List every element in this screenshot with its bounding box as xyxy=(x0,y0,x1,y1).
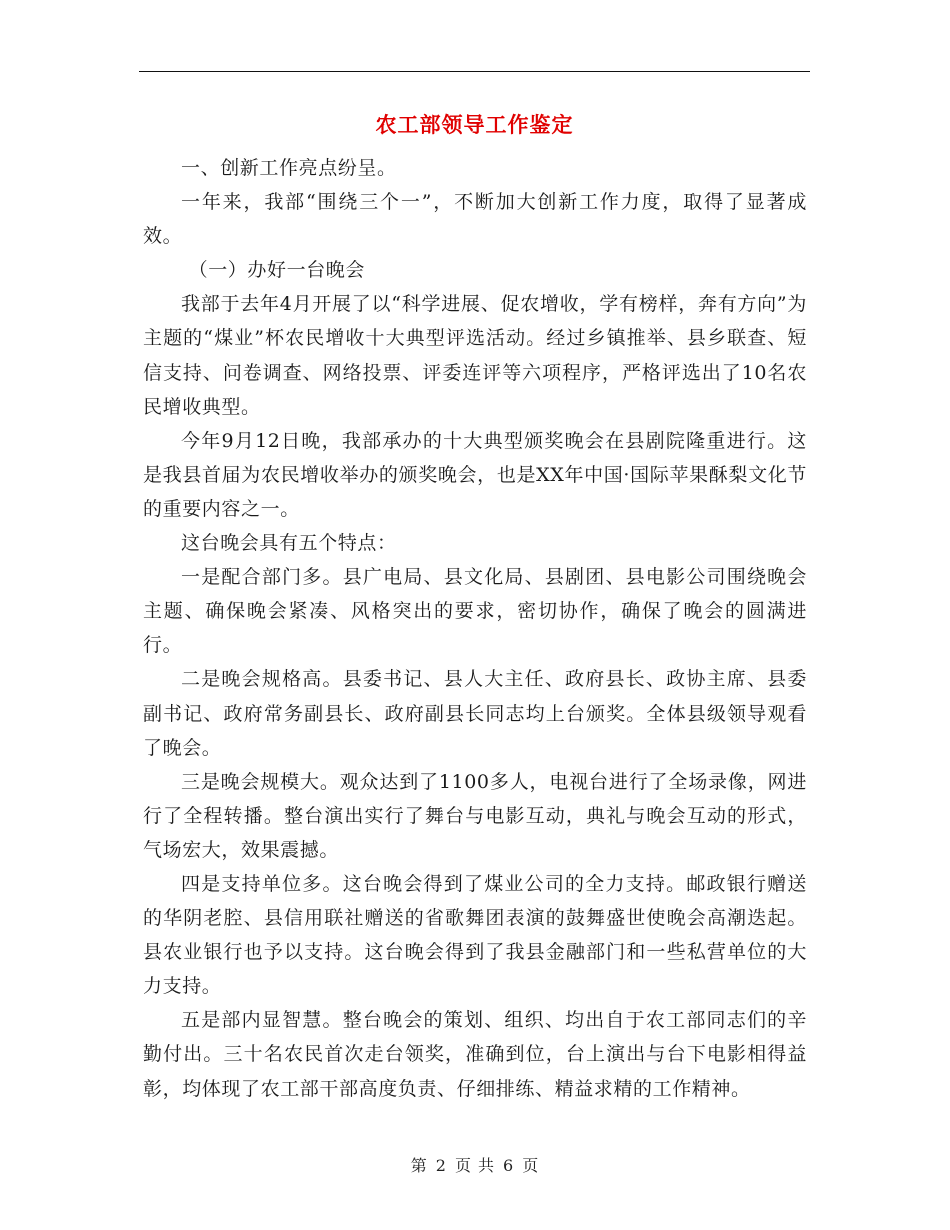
footer-suffix: 页 xyxy=(522,1156,540,1175)
paragraph: 我部于去年4月开展了以“科学进展、促农增收，学有榜样，奔有方向”为主题的“煤业”杯农民增收十大典型评选活动。经过乡镇推举、县乡联查、短信支持、问卷调查、网络投票、评委连评等六项程序，严格评选出了10名农民增收典型。 xyxy=(143,293,807,418)
paragraph: 一年来，我部“围绕三个一”，不断加大创新工作力度，取得了显著成效。 xyxy=(143,191,807,248)
paragraph: 四是支持单位多。这台晚会得到了煤业公司的全力支持。邮政银行赠送的华阴老腔、县信用联社赠送的省歌舞团表演的鼓舞盛世使晚会高潮迭起。县农业银行也予以支持。这台晚会得到了我县金融部门和一些私营单位的大力支持。 xyxy=(143,872,807,998)
footer-middle: 页 共 xyxy=(454,1156,496,1175)
section-heading: 一、创新工作亮点纷呈。 xyxy=(181,157,397,179)
header-rule xyxy=(139,71,810,72)
paragraph: 今年9月12日晚，我部承办的十大典型颁奖晚会在县剧院隆重进行。这是我县首届为农民增收举办的颁奖晚会，也是XX年中国·国际苹果酥梨文化节的重要内容之一。 xyxy=(143,429,807,520)
current-page-number: 2 xyxy=(435,1156,447,1175)
paragraph: 五是部内显智慧。整台晚会的策划、组织、均出自于农工部同志们的辛勤付出。三十名农民首次走台领奖，准确到位，台上演出与台下电影相得益彰，均体现了农工部干部高度负责、仔细排练、精益求精的工作精神。 xyxy=(143,1009,807,1100)
page-footer xyxy=(0,1153,950,1176)
paragraph: 二是晚会规格高。县委书记、县人大主任、政府县长、政协主席、县委副书记、政府常务副县长、政府副县长同志均上台颁奖。全体县级领导观看了晚会。 xyxy=(143,668,807,759)
paragraph: 一是配合部门多。县广电局、县文化局、县剧团、县电影公司围绕晚会主题、确保晚会紧凑、风格突出的要求，密切协作，确保了晚会的圆满进行。 xyxy=(143,566,807,657)
total-pages-number: 6 xyxy=(503,1156,515,1175)
paragraph: 三是晚会规模大。观众达到了1100多人，电视台进行了全场录像，网进行了全程转播。整台演出实行了舞台与电影互动，典礼与晚会互动的形式，气场宏大，效果震撼。 xyxy=(143,770,807,861)
paragraph: 这台晚会具有五个特点： xyxy=(181,532,397,555)
document-body xyxy=(143,151,807,1106)
document-title: 农工部领导工作鉴定 xyxy=(375,112,574,137)
sub-heading: （一）办好一台晚会 xyxy=(188,259,365,282)
footer-prefix: 第 xyxy=(410,1156,428,1175)
